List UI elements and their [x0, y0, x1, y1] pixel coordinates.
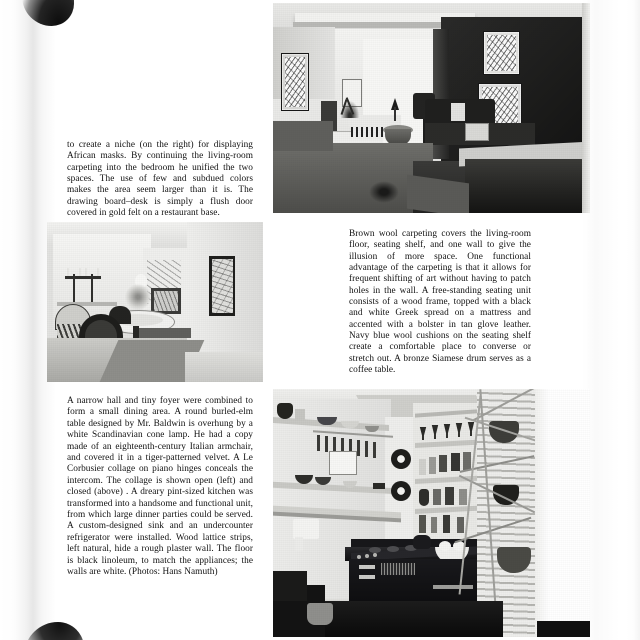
caption-bedroom	[67, 140, 253, 219]
caption-living-room-text: Brown wool carpeting covers the living-room floor, seating shelf, and one wall to give the illusion of more space. One functional advantage of the carpeting is that it allows for frequent shifting of art without having to patch holes in the wall. A free-standing seating unit consists of a wood frame, topped with a black and white Greek spread on a mattress and accented with a bolster in tan glove leather. Navy blue wool cushions on the seating shelf create a comfortable place to converse or stretch out. A bronze Siamese drum serves as a coffee table.	[349, 229, 531, 376]
photo-grain	[273, 389, 590, 637]
page-right-edge	[626, 0, 640, 640]
photo-dining-area	[47, 222, 263, 382]
caption-dining-kitchen-text: A narrow hall and tiny foyer were combined to form a small dining area. A round burled-elm table designed by Mr. Baldwin is overhung by a white Scandinavian cone lamp. He had a copy made of an eighteenth-century Italian armchair, and covered it in a tiger-patterned velvet. A Le Corbusier collage on piano hinges conceals the intercom. The collage is shown open (left) and closed (above) . A dreary pint-sized kitchen was transformed into a handsome and functional unit, from which large dinner parties could be served. A custom-designed sink and an undercounter refrigerator were installed. Wood lattice strips, left natural, hide a rough plaster wall. The floor is black linoleum, to match the appliances; the walls are white. (Photos: Hans Namuth)	[67, 396, 253, 578]
photo-grain	[47, 222, 263, 382]
photo-grain	[273, 3, 590, 213]
photo-kitchen	[273, 389, 590, 637]
caption-living-room	[349, 229, 531, 376]
photo-bedroom-living	[273, 3, 590, 213]
caption-bedroom-text: to create a niche (on the right) for displaying African masks. By continuing the living-room carpeting into the bedroom he unified the two spaces. The use of few and subdued colors makes the area seem larger than it is. The drawing board–desk is simply a flush door covered in gold felt on a restaurant base.	[67, 140, 253, 219]
caption-dining-kitchen	[67, 396, 253, 579]
